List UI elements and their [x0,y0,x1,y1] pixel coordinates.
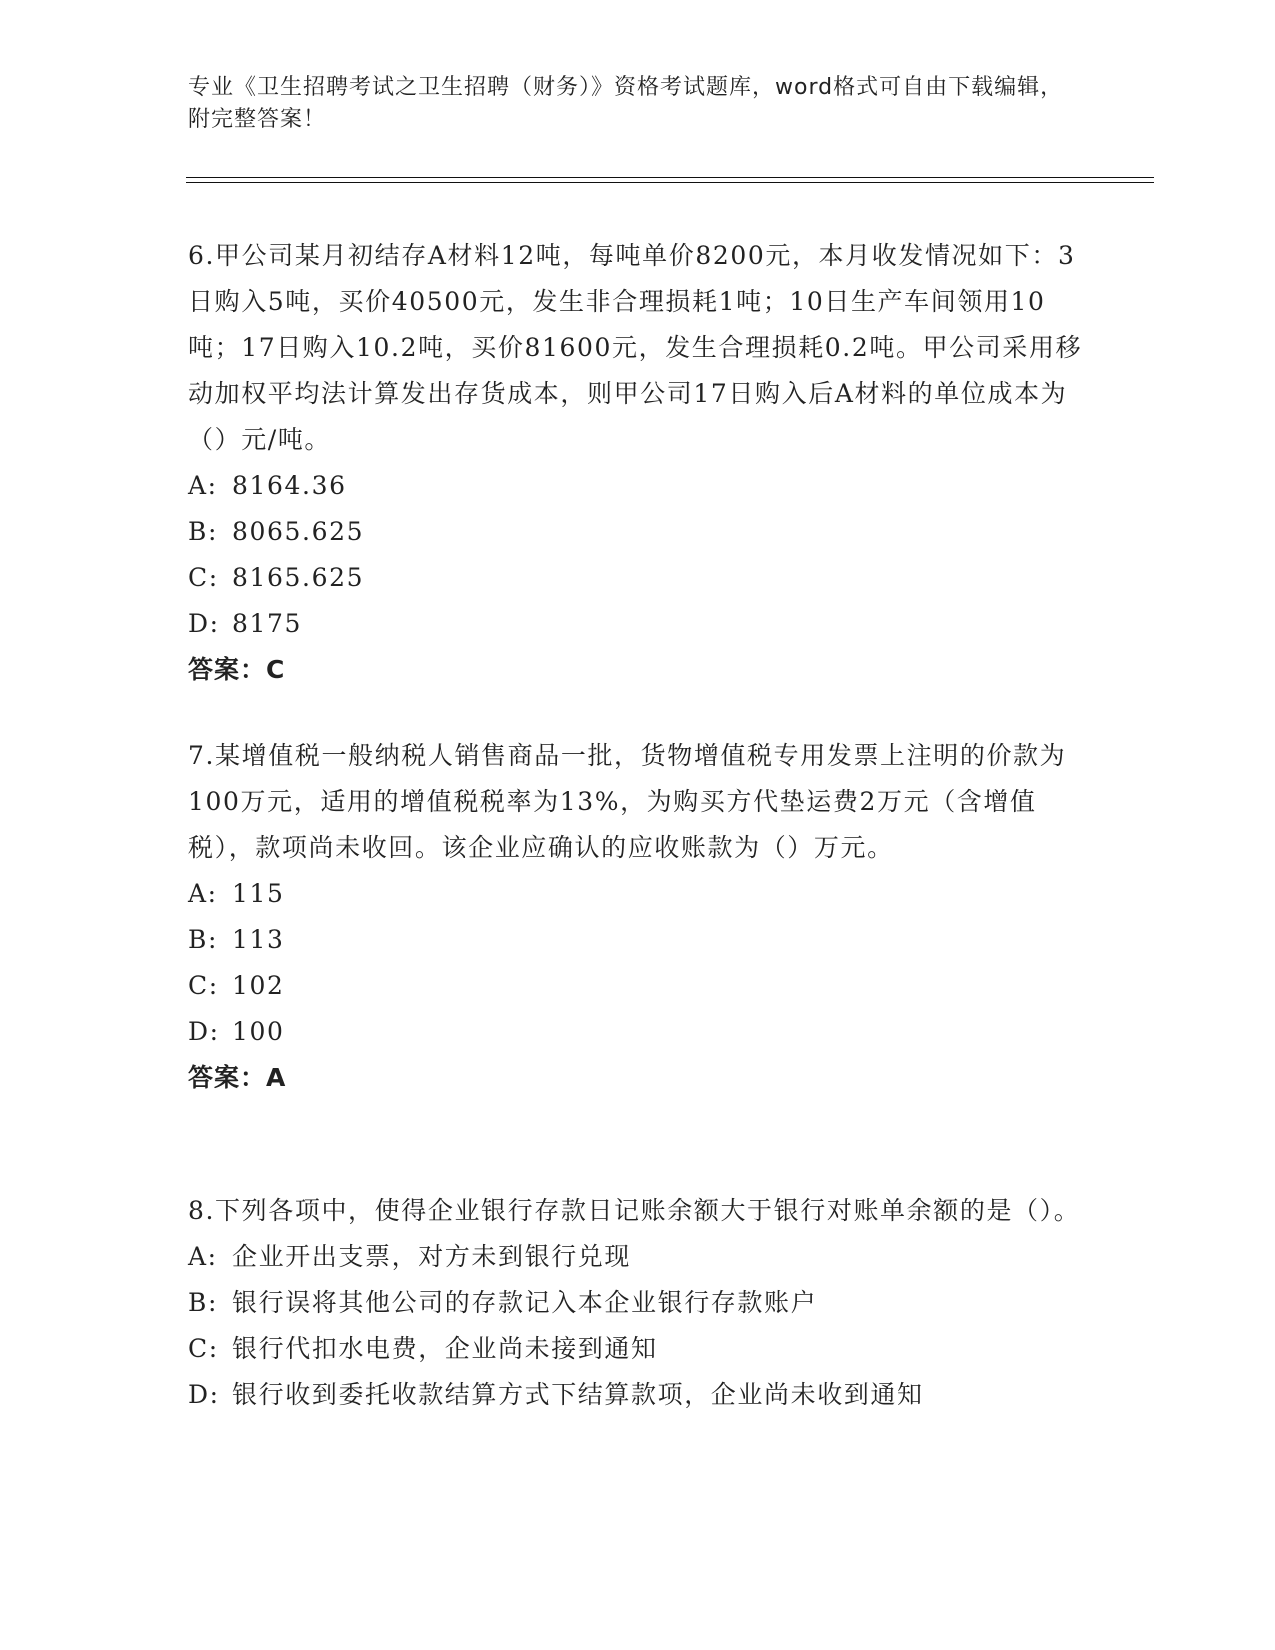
option-d [188,601,1088,647]
option-letter: B: [188,1288,218,1317]
option-letter: A: [188,471,218,500]
option-a [188,871,1088,917]
question-7 [188,733,1088,1101]
document-header: 专业《卫生招聘考试之卫生招聘（财务）》资格考试题库，word格式可自由下载编辑，附完整答案！ [188,75,1064,132]
option-letter: D: [188,1017,220,1046]
option-b [188,509,1088,555]
option-text: 113 [232,925,285,954]
option-text: 8175 [232,609,303,638]
option-letter: A: [188,879,218,908]
option-a [188,1234,1088,1280]
option-text: 100 [232,1017,285,1046]
header-rule-bottom [186,182,1154,183]
option-a [188,463,1088,509]
option-letter: B: [188,925,218,954]
option-c [188,555,1088,601]
option-text: 8065.625 [232,517,365,546]
option-text: 银行误将其他公司的存款记入本企业银行存款账户 [232,1288,818,1317]
option-text: 8164.36 [232,471,347,500]
question-8 [188,1188,1088,1418]
option-b [188,917,1088,963]
question-text: 7.某增值税一般纳税人销售商品一批，货物增值税专用发票上注明的价款为100万元，适用的增值税税率为13%，为购买方代垫运费2万元（含增值税），款项尚未收回。该企业应确认的应收账款为（）万元。 [188,741,1067,862]
question-text: 8.下列各项中，使得企业银行存款日记账余额大于银行对账单余额的是（）。 [188,1196,1081,1225]
option-letter: C: [188,1334,219,1363]
option-b [188,1280,1088,1326]
answer-label: 答案：C [188,655,286,684]
option-letter: C: [188,563,219,592]
answer-label: 答案：A [188,1063,287,1092]
question-text: 6.甲公司某月初结存A材料12吨，每吨单价8200元，本月收发情况如下：3日购入5吨，买价40500元，发生非合理损耗1吨；10日生产车间领用10吨；17日购入10.2吨，买价81600元，发生合理损耗0.2吨。甲公司采用移动加权平均法计算发出存货成本，则甲公司17日购入后A材料的单位成本为（）元/吨。 [188,241,1083,454]
option-text: 115 [232,879,285,908]
option-text: 8165.625 [232,563,365,592]
header-rule-top [186,177,1154,178]
option-letter: A: [188,1242,218,1271]
option-text: 企业开出支票，对方未到银行兑现 [232,1242,632,1271]
option-c [188,963,1088,1009]
option-text: 102 [232,971,285,1000]
option-letter: B: [188,517,218,546]
question-6 [188,233,1088,693]
option-text: 银行收到委托收款结算方式下结算款项，企业尚未收到通知 [232,1380,924,1409]
option-letter: D: [188,1380,220,1409]
option-c [188,1326,1088,1372]
option-d [188,1009,1088,1055]
option-text: 银行代扣水电费，企业尚未接到通知 [232,1334,658,1363]
option-letter: D: [188,609,220,638]
option-d [188,1372,1088,1418]
option-letter: C: [188,971,219,1000]
